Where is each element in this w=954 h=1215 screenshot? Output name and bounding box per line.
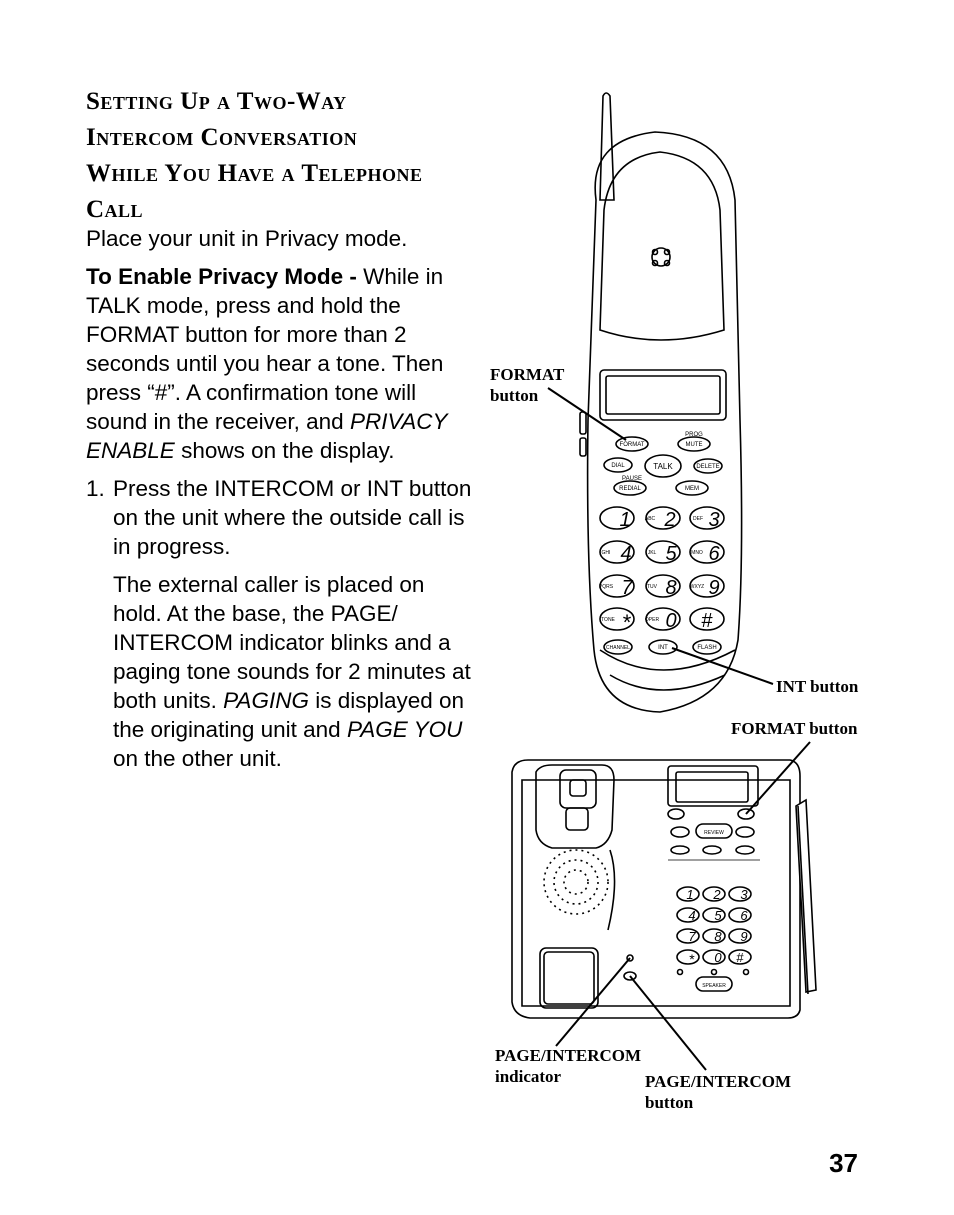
svg-text:ABC: ABC (644, 516, 656, 522)
svg-text:OPER: OPER (644, 617, 660, 623)
step-text: Press the INTERCOM or INT button on the unit where the outside call is in progress. (113, 476, 472, 559)
handset-key-star: * (622, 610, 632, 635)
handset-key-0: 0 (665, 610, 677, 632)
svg-text:TUV: TUV (647, 584, 657, 590)
callout-format-base: FORMAT button (731, 719, 858, 738)
handset-key-hash: # (701, 610, 713, 632)
handset-key-3: 3 (708, 509, 720, 531)
svg-text:GHI: GHI (601, 550, 611, 556)
svg-text:8: 8 (714, 929, 722, 944)
svg-text:2: 2 (713, 887, 721, 902)
handset-mem-key: MEM (685, 486, 699, 492)
handset-flash-key: FLASH (697, 645, 717, 651)
handset-key-2: 2 (664, 509, 676, 531)
step-number: 1. (86, 476, 105, 501)
privacy-text-2: shows on the display. (181, 438, 395, 463)
privacy-text-1: While in TALK mode, press and hold the FORMAT button for more than 2 seconds until you hear a tone. Then press “#”. A confirmation tone will sound in the receiver, and (86, 264, 444, 434)
earpiece-area (600, 152, 724, 340)
callout-int-button: INT button (776, 677, 859, 696)
handset-key-4: 4 (620, 543, 632, 565)
svg-text:#: # (736, 950, 744, 965)
handset-talk-key: TALK (653, 462, 673, 471)
base-display (676, 772, 748, 802)
step-detail-emphasis-1: PAGING (223, 688, 309, 713)
svg-text:4: 4 (688, 908, 696, 923)
callout-page-indicator: PAGE/INTERCOM indicator (495, 1046, 642, 1086)
intro-paragraph: Place your unit in Privacy mode. (86, 226, 408, 251)
svg-text:PQRS: PQRS (598, 584, 614, 590)
page-number: 37 (829, 1148, 858, 1178)
speaker-grille-icon (652, 248, 670, 266)
svg-text:7: 7 (688, 929, 696, 944)
svg-text:TONE: TONE (601, 617, 615, 623)
handset-channel-key: CHANNEL (606, 645, 630, 651)
step-detail-text-3: on the other unit. (113, 746, 282, 771)
svg-text:JKL: JKL (647, 550, 657, 556)
svg-text:DEF: DEF (693, 516, 703, 522)
svg-text:3: 3 (740, 887, 748, 902)
svg-text:6: 6 (740, 908, 748, 923)
handset-key-8: 8 (665, 577, 677, 599)
heading-line-2: Intercom Conversation (86, 124, 358, 151)
heading-line-1: Setting Up a Two-Way (86, 88, 347, 115)
handset-mute-key: MUTE (685, 442, 703, 448)
heading-line-3: While You Have a Telephone (86, 160, 423, 187)
svg-text:1: 1 (686, 887, 694, 902)
handset-dial-key: DIAL (611, 463, 625, 469)
step-detail-emphasis-2: PAGE YOU (346, 717, 463, 742)
callout-format-handset: FORMAT button (490, 365, 565, 405)
handset-key-5: 5 (665, 543, 677, 565)
handset-display (606, 376, 720, 414)
handset-redial-key: REDIAL (619, 486, 641, 492)
handset-format-key: FORMAT (619, 442, 645, 448)
handset-key-7: 7 (621, 577, 633, 599)
base-review-key: REVIEW (704, 830, 724, 836)
svg-text:9: 9 (740, 929, 748, 944)
handset-prog-label: PROG (685, 432, 703, 438)
svg-text:MNO: MNO (691, 550, 703, 556)
handset-key-1: 1 (619, 509, 631, 531)
svg-text:*: * (689, 951, 695, 967)
privacy-emphasis: PRIVACY ENABLE (86, 409, 448, 463)
handset-key-9: 9 (708, 577, 720, 599)
handset-int-key: INT (658, 645, 668, 651)
handset-pause-label: PAUSE (622, 476, 642, 482)
svg-text:WXYZ: WXYZ (689, 584, 705, 590)
privacy-lead: To Enable Privacy Mode - (86, 264, 357, 289)
svg-text:5: 5 (714, 908, 722, 923)
step-detail-text-1: The external caller is placed on hold. At the base, the PAGE/ INTERCOM indicator blinks and a paging tone sounds for 2 minutes at both units. (113, 572, 471, 713)
base-speaker-key: SPEAKER (702, 983, 726, 989)
heading-line-4: Call (86, 196, 144, 223)
callout-page-button: PAGE/INTERCOM button (645, 1072, 792, 1112)
svg-text:0: 0 (714, 950, 722, 965)
handset-delete-key: DELETE (696, 464, 720, 470)
step-detail-text-2: is displayed on the originating unit and (113, 688, 465, 742)
handset-key-6: 6 (708, 543, 720, 565)
